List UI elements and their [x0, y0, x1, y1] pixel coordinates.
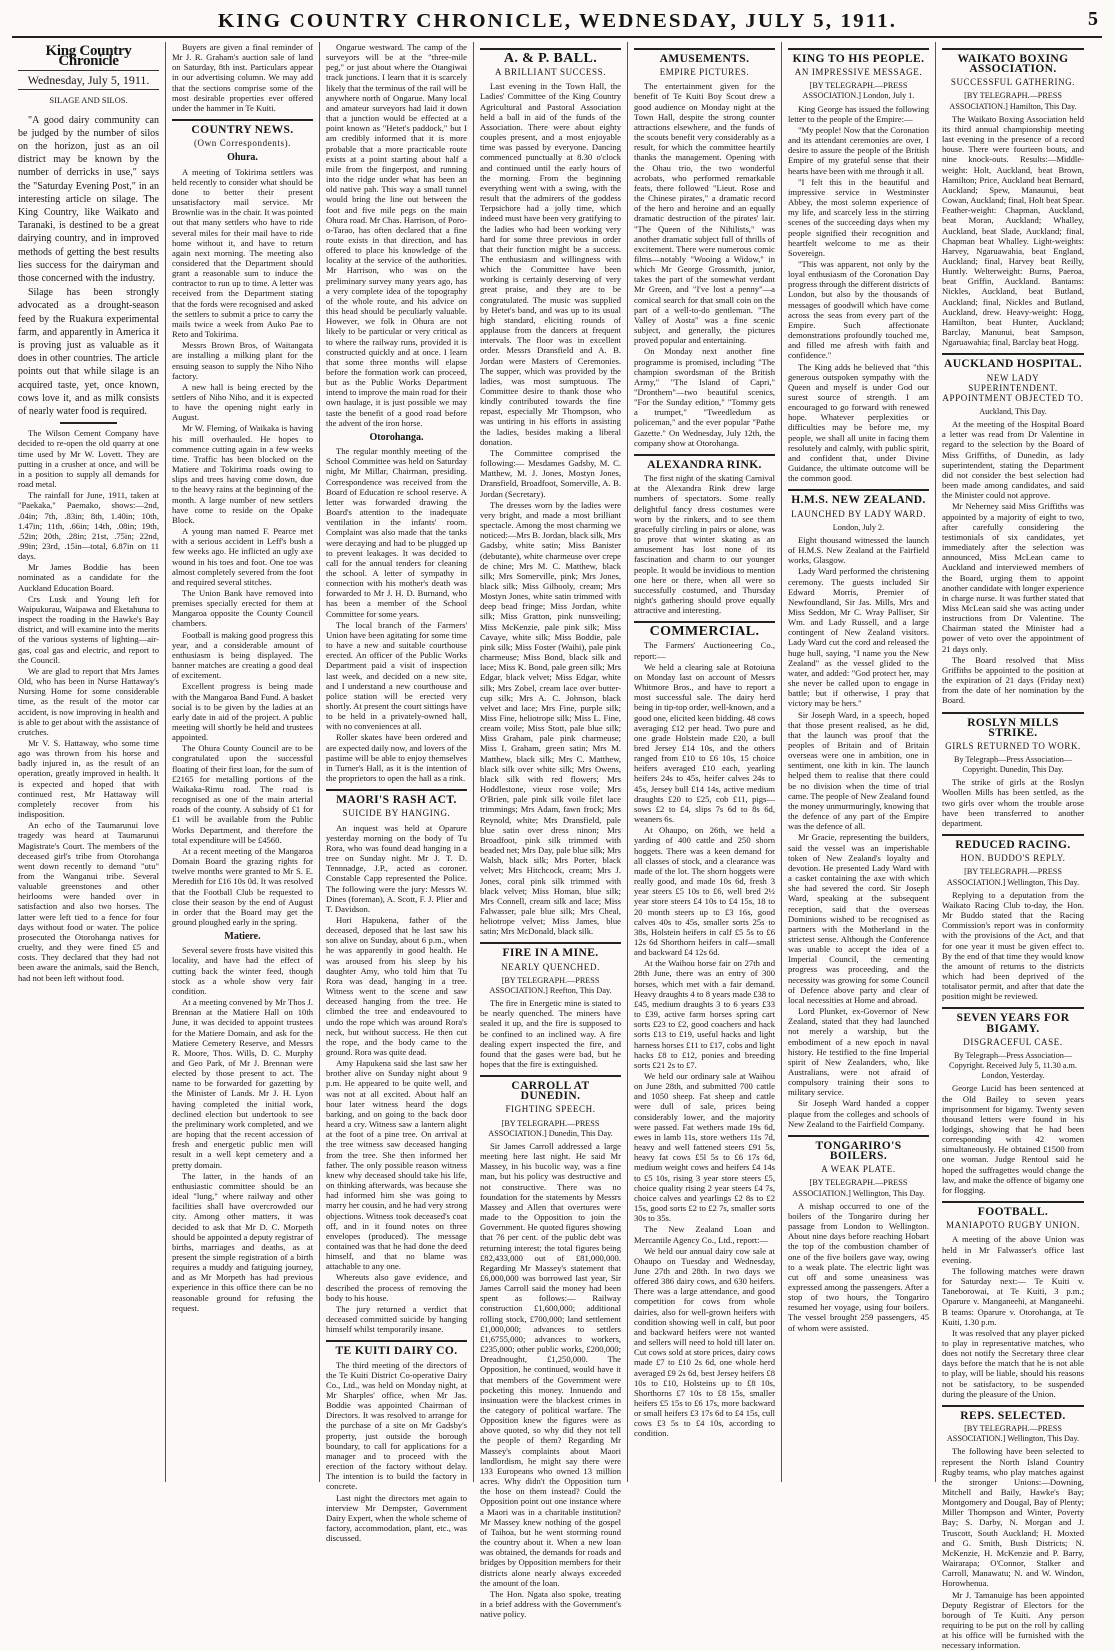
news-paragraph: The Board resolved that Miss Griffiths be appointed to the position at the expiration of 21 days (Friday next) from the date of her nomination by the Board.	[942, 654, 1084, 706]
news-paragraph: The strike of girls at the Roslyn Woollen Mills has been settled, as the two girls over whom the trouble arose have been transferred to another department.	[942, 777, 1084, 828]
news-paragraph: At the Waihou horse fair on 27th and 28th June, there was an entry of 300 horses, which met with a fair demand. Heavy draughts 4 to 8 years made £38 to £45, medium draughts 3 to 6 years £33 to £39, active farm horses spring cart sorts £23 to £2, good coachers and hack sorts £13 to £19, useful hacks and light harness horses £11 to £17, cobs and light hacks £8 to £12, ponies and breeding sorts £21 2s to £7.	[634, 958, 775, 1070]
dateline: [BY TELEGRAPH.—PRESS ASSOCIATION.] Wellington, This Day.	[946, 1424, 1080, 1444]
dateline: Auckland, This Day.	[979, 407, 1047, 416]
dateline: [BY TELEGRAPH.—PRESS ASSOCIATION.] London, July 1.	[802, 81, 915, 101]
news-paragraph: The Committee comprised the following:— Mesdames Gadsby, M. C. Matthew, M. J. Jones, Mostyn Jones, Dransfield, Broadfoot, Somerville, A. B. Jordan (Secretary).	[480, 447, 621, 499]
news-paragraph: A mishap occurred to one of the boilers of the Tongariro during her passage from London to Wellington. About nine days before reaching Hobart the top of the combustion chamber of one of the five boilers gave way, owing to a weak plate. The electric light was cut off and some uneasiness was expressed among the passengers. After a stop of two hours, the Tongariro resumed her voyage, using four boilers. The vessel brought 259 passengers, 45 of whom were assisted.	[788, 1200, 929, 1333]
news-paragraph: Eight thousand witnessed the launch of H.M.S. New Zealand at the Fairfield works, Glasgow.	[788, 534, 929, 566]
news-paragraph: Sir Joseph Ward handed a copper plaque from the colleges and schools of New Zealand to the Fairfield Company.	[788, 1098, 929, 1129]
news-paragraph: The Waikato Boxing Association held its third annual championship meeting last evening in the presence of a record house. There were fourteen bouts, and nine knock-outs. Results:—Middle-weight: Holt, Auckland, beat Brown, Hamilton; Price, Auckland beat Bernard, Auckland; Spew, Manaunui, beat Cowan, Auckland; final, Holt beat Spear. Feather-weight: Chapman, Auckland, beat Moran, Auckland; Whalley, Auckland, beat Slade, Auckland; final, Chapman beat Whalley. Light-weights: Harvey, Ngaruawahia, beat England, Auckland; final, Harvey beat Reilly, Huntly. Welterweight: Burns, Paeroa, beat Griffin, Auckland. Bantams: Nickles, Auckland, beat Butland, Auckland; final, Nickles and Butland, Auckland, drew. Heavy-weight: Hogg, Hamilton, beat Hunter, Auckland; Barclay, Manunui, beat Sampson, Ngaruawahia; final, Barclay beat Hogg.	[942, 113, 1084, 348]
news-paragraph: The rainfall for June, 1911, taken at "Paekaka," Paemako, shows:—2nd, .04in; 7th, .83in; 8th, 1.40in; 10th, 1.47in; 11th, .66in; 14th, .08in; 19th, .52in; 20th, .28in; 21st, .75in; 22nd, .99in; 23rd, .15in—total, 6.87in on 11 days.	[18, 490, 159, 562]
column-3	[320, 42, 474, 1544]
news-paragraph: At a meeting convened by Mr Thos J. Brennan at the Matiere Hall on 10th June, it was decided to appoint trustees for the Matiere Domain, and ask for the Matiere Cemetery Reserve, and Messrs R. Moore, Thos. Wills, D. C. Murphy and Geo Park, of Mr J. Brennan were elected by those present to act. The name to be forwarded for gazetting by the Minister of Lands. Mr J. H. Lyon having completed the initial work, declined election but undertook to see the preliminary work completed, and we are hoping that the recent accession of fresh and energetic public men will result in a well kept cemetery and a pretty domain.	[172, 997, 313, 1170]
dateline: London, July 2.	[832, 522, 885, 532]
news-paragraph: The local branch of the Farmers' Union have been agitating for some time to have a new and suitable courthouse erected. An officer of the Public Works Department paid a visit of inspection last week, and decided on a new site, and I understand a new courthouse and police station will be erected very shortly. At present the court sittings have to be held in a privately-owned hall, with no conveniences at all.	[326, 619, 467, 732]
article-subheading: NEW LADY SUPERINTENDENT. APPOINTMENT OBJECTED TO.	[942, 372, 1084, 403]
column-4	[474, 42, 628, 1620]
leader-paragraph: "A good dairy community can be judged by the number of silos on the horizon, just as an oil district may be known by the number of derricks in use," says the "Saturday Evening Post," in an interesting article on silage. The King Country, like Waikato and Taranaki, is destined to be a great dairying country, and in improved methods of getting the best results lies success for the dairyman and those concerned with the industry.	[18, 114, 159, 285]
news-paragraph: The Hon. Ngata also spoke, treating in a brief address with the Government's native policy.	[480, 1588, 621, 1620]
news-paragraph: We are glad to report that Mrs James Old, who has been in Nurse Hattaway's Nursing Home for some considerable time, as the result of the motor car accident, is now improving in health and is able to get about with the assistance of crutches.	[18, 665, 159, 737]
news-paragraph: The entertainment given for the benefit of Te Kuiti Boy Scout drew a good audience on Monday night at the Town Hall, despite the strong counter attractions elsewhere, and the funds of the scouts benefit very considerably as a result, for which the committee heartily thanks the management. Opening with the Ohau trio, the two wonderful acrobats, who performed remarkable feats, there followed "Lieut. Rose and the Chinese pirates," a dramatic record of the hero and heroine and an equally dramatic destruction of the pirates' lair. "The Queen of the Nihilists," was another dramatic subject full of thrills of excitement. There were numerous comic films—notably "Wooing a Widow," in which Mr George Grossmith, junior, takes the part of the somewhat verdant Mr Green, and "I've lost a penny"—a comical search for that small coin on the part of a well-to-do gentleman. "The Valley of Aosta" was a fine scenic subject, and generally, the pictures proved popular and entertaining.	[634, 81, 775, 346]
news-paragraph: A meeting of Tokirima settlers was held recently to consider what should be done to better their present unsatisfactory mail service. Mr Brownlie was in the chair. It was pointed out that many settlers who have to ride several miles for their mail have to ride home without it, and have to return again next morning. The meeting also considered that the Department should grant a reasonable sum to induce the contractor to run up to time. A letter was received from the Department stating that the fords were recognised and asked the settlers to submit a price to carry the mails twice a week from Auko Pae to Reto and Tokirima.	[172, 166, 313, 340]
article-subheading: SUCCESSFUL GATHERING.	[950, 77, 1076, 88]
news-paragraph: We held a clearing sale at Rotoiuna on Monday last on account of Messrs Whitmore Bros., and have to report a most successful sale. The dairy herd being in tip-top order, well-known, and a good one, elicited keen bidding. 48 cows averaging £12 per head. Two pure and one grade Holstein made £20, a bull bred Jersey £14 10s, and the others ranged from £10 to £6 10s, 15 choice heifers averaged £10 each, yearling heifers 24s to 45s, heifer calves 24s to 45s, Jersey bull £14 14s, active medium draughts £20 to £25, cob £11, pigs—sows £2 to £4, slips 7s 6d to 8s 6d, weaners 6s.	[634, 661, 775, 825]
article-heading: ROSLYN MILLS STRIKE.	[942, 712, 1084, 738]
article-subheading: NEARLY QUENCHED.	[501, 961, 600, 972]
news-paragraph: The third meeting of the directors of the Te Kuiti District Co-operative Dairy Co., Ltd., was held on Monday night, at Mr Sharples' office, when Mr Jas. Boddie was appointed Chairman of Directors. It was resolved to arrange for the purchase of a site on Mr Gadsby's property, just outside the borough boundary, to call for applications for a manager and to proceed with the erection of the factory without delay. The intention is to build the factory in concrete.	[326, 1359, 467, 1492]
news-paragraph: The Farmers' Auctioneering Co., report:—	[634, 640, 775, 661]
news-paragraph: A new hall is being erected by the settlers of Niho Niho, and it is expected to have the opening night early in August.	[172, 381, 313, 423]
news-paragraph: We held our annual dairy cow sale at Ohaupo on Tuesday and Wednesday, June 27th and 28th. In two days we offered 386 dairy cows, and 630 heifers. There was a large attendance, and good competition for cows from whole dairies, also for well-grown heifers with condition showing well in calf, but poor and backward heifers were not wanted and sellers will need to hold till later on. Cut cows sold at store prices, dairy cows made £7 to £10 2s 6d, one whole herd averaged £9 2s 6d, best Jersey heifers £8 10s to £10, Holsteins up to £8 10s, Shorthorns £7 10s to £8 15s, smaller heifers £5 15s to £6 17s, more backward or small heifers £3 17s 6d to £4 15s, cull cows £3 5s to £4 10s, according to condition.	[634, 1245, 775, 1439]
article-subheading: (Own Correspondents).	[193, 138, 292, 149]
news-paragraph: An echo of the Taumarunui love tragedy was heard at Taumarunui Magistrate's Court. The members of the deceased girl's tribe from Otorohanga went down recently to demand "utu" from the Wanganui tribe. Several valuable greenstones and other heirlooms were handed over in satisfaction and also two horses. The latter were left tied to a fence for four days without food or water. The police prosecuted the Otorohanga natives for cruelty, and they were fined £5 and costs. They declared that they had not been aware the animals, said the Bench, had not been left without food.	[18, 820, 159, 983]
news-paragraph: Mr V. S. Hattaway, who some time ago was thrown from his horse and badly injured in, as the result of an operation, greatly improved in health. It is expected and hoped that with continued rest, Mr Hattaway will completely recover from his indisposition.	[18, 737, 159, 820]
news-paragraph: Hori Hapukena, father of the deceased, deposed that he last saw his son alive on Sunday, about 6 p.m., when he was apparently in good health. He was aroused from his sleep by his daughter Amy, who told him that Tu Rora was dead, hanging in a tree. Witness went to the scene and saw deceased hanging from the tree. He climbed the tree and endeavoured to undo the rope which was around Rora's neck, but without success. He then cut the rope, and the body came to the ground. Rora was quite dead.	[326, 914, 467, 1057]
article-heading: ALEXANDRA RINK.	[634, 454, 775, 470]
column-6	[782, 42, 936, 1482]
paper-date: Wednesday, July 5, 1911.	[18, 70, 159, 90]
news-paragraph: Crs Lusk and Young left for Waipukurau, Waipawa and Eketahuna to inspect the roading in the Hawke's Bay district, and will examine into the merits of the various systems of lighting—air-gas, coal gas and electric, and report to the Council.	[18, 593, 159, 665]
article-heading: FOOTBALL.	[942, 1201, 1084, 1217]
news-paragraph: The latter, in the hands of an enthusiastic committee should be an ideal "lung," where railway and other facilities shall have overcrowded our city. Among other matters, it was decided to ask that Mr D. C. Morpeth should be appointed a deputy registrar of births, marriages and deaths, as at present the simple registration of a birth requires a muddy and fatiguing journey, and as Mr Morpeth has had previous experience in this office there can be no reasonable ground for refusing the request.	[172, 1170, 313, 1313]
news-paragraph: Sir Joseph Ward, in a speech, hoped that those present realised, as he did, that the launch was proof that the peoples of Britain and of Britain overseas were one in ambition, one in sentiment, one kith in kin. The launch helped them to realise that there could be no division when the time of trial came. The people of New Zealand found the money unmurmuringly, knowing that the defence of any part of the Empire was the defence of all.	[788, 709, 929, 832]
news-paragraph: Roller skates have been ordered and are expected daily now, and lovers of the pastime will be able to enjoy themselves in Turner's Hall, as it is the intention of the proprietors to open the hall as a rink.	[326, 732, 467, 784]
news-paragraph: The jury returned a verdict that deceased committed suicide by hanging himself whilst temporarily insane.	[326, 1303, 467, 1335]
place-heading: Matiere.	[224, 931, 261, 943]
article-heading: WAIKATO BOXING ASSOCIATION.	[942, 48, 1084, 74]
news-paragraph: The regular monthly meeting of the School Committee was held on Saturday night, Mr Millar, Chairman, presiding. Correspondence was received from the Board of Education re school reserve. A letter was forwarded drawing the Board's attention to the inadequate ventilation in the infants' room. Complaint was also made that the tanks were decaying and had to be plugged up to prevent leakages. It was decided to call for the annual tenders for cleaning the school. A letter of sympathy in connection with his mother's death was forwarded to Mr J. H. D. Burnand, who has been a member of the School Committee for some years.	[326, 446, 467, 619]
news-paragraph: The Union Bank have removed into premises specially erected for them at Mangaroa opposite the County Council chambers.	[172, 587, 313, 629]
article-heading: MAORI'S RASH ACT.	[326, 789, 467, 805]
article-heading: H.M.S. NEW ZEALAND.	[788, 489, 929, 505]
news-paragraph: The first night of the skating Carnival at the Alexandra Rink drew large numbers of spectators. Some really delightful fancy dress costumes were worn by the rinkers, and to see them gracefully circling in pairs or alone, was to prove that winter skating as an amusement has lost none of its fascination and charm to our younger people. It would be invidious to mention one here or there, when all were so successfully costumed, and Thursday night's gathering should prove equally attractive and interesting.	[634, 473, 775, 616]
news-paragraph: Ongarue westward. The camp of the surveyors will be at the "three-mile peg," or just about where the Otangiwai track junctions. I learn that it is scarcely likely that the terminus of the rail will be anywhere north of Ongarue. Many local and amateur surveyors had laid it down that a junction would be effected at a point known as "Hetet's paddock," but I am credibly informed that it is more probable that a more practicable route exists at a point starting about half a mile from the fingerpost, and running into the ridge under what has been an old native pah. This way a small tunnel would bring the line out between the foot and five mile pegs on the main Ohura road. Mr Chas. Harrison, of Poro-o-Tarao, has often declared that a fine route exists in that direction, and has offered to place his knowledge of the locality at the service of the authorities. Mr Harrison, who was on the preliminary survey many years ago, has a very complete idea of the topography of the whole route, and his advice on this head should be peculiarly valuable. However, we folk in Ohura are not likely to be particular or very critical as to where the railway runs, provided it is constructed quickly and at once. I learn that some three months will elapse before the formation work can proceed, but as the Public Works Department intend to improve the main road for their own haulage, it is just possible we may taste the benefit of a good road before the advent of the iron horse.	[326, 42, 467, 428]
article-subheading: A WEAK PLATE.	[821, 1164, 896, 1175]
dateline: [BY TELEGRAPH.—PRESS ASSOCIATION.] Dunedin, This Day.	[488, 1118, 613, 1138]
news-paragraph: Excellent progress is being made with the Mangaroa Band Fund. A basket social is to be given by the ladies at an early date in aid of the project. A public meeting will shortly be held and trustees appointed.	[172, 681, 313, 743]
news-paragraph: A young man named F. Pearce met with a serious accident in Leff's bush a few weeks ago. He inflicted an ugly axe wound in his toes and foot. One toe was almost completely severed from the foot and required several stitches.	[172, 526, 313, 587]
article-heading: COMMERCIAL.	[634, 621, 775, 637]
news-paragraph: We held our ordinary sale at Waihou on June 28th, and submitted 700 cattle and 1050 sheep. Fat sheep and cattle were dull of sale, prices being considerably lower, and the majority were passed. Fat wethers made 19s 6d, ewes in lamb 11s, store wethers 11s 7d, heavy and well fattened steers £91 5s, heavy fat cows £5l 5s to £6 17s 6d, medium weight cows and heifers £4 14s to £5 10s, rising 3 year store steers £5, choice quality rising 2 year steers £4 7s, choice calves and yearlings £2 8s to £2 15s, good sorts £2 to £2 7s, smaller sorts 30s to 35s.	[634, 1071, 775, 1224]
columns	[12, 42, 1102, 1651]
news-paragraph: "This was apparent, not only by the loyal enthusiasm of the Coronation Day progress through the different districts of London, but also by the thousands of messages of goodwill which have come across the seas from every part of the Empire. Such affectionate demonstrations profoundly touched me, and filled me afresh with faith and confidence."	[788, 258, 929, 361]
news-paragraph: Mr James Boddie has been nominated as a candidate for the Auckland Education Board.	[18, 562, 159, 593]
news-paragraph: Mr Neherney said Miss Griffiths was appointed by a majority of eight to two, after carefully considering the testimonials of six candidates, yet immediately after the selection was announced, Miss McLean came to Auckland and interviewed members of the Board, urging them to appoint another candidate with longer experience in charge nurse. It was further stated that Miss McLean said she was acting under instructions from Dr Valentine. The Chairman stated the Minister had a power of veto over the appointment of 21 days only.	[942, 501, 1084, 654]
news-paragraph: The King adds he believed that "this generous outspoken sympathy with the Queen and myself is under God our surest source of strength. I am encouraged to go forward with renewed hope. Whatever perplexities or difficulties may be before me, my people, we shall all unite in facing them resolutely and calmly, with public spirit, and confident that, under Divine Guidance, the ultimate outcome will be the common good.	[788, 361, 929, 484]
news-paragraph: The Wilson Cement Company have decided to re-open the old quarry at one time used by Mr W. Lovett. They are putting in a crusher at once, and will be in a position to supply all demands for road metal.	[18, 428, 159, 490]
news-paragraph: On Monday next another fine programme is promised, including "The champion swordsman of the British Army," "The Island of Capri," "Dronthem"—two beautiful scenics, "For the Sunday edition," "Tommy gets a trumpet," "Tweedledum as policeman," and the ever popular "Pathe Gazette." On Wednesday, July 12th, the company show at Otorohanga.	[634, 346, 775, 448]
news-paragraph: The dresses worn by the ladies were very bright, and made a most brilliant spectacle. Among the most charming we noticed:—Mrs B. Jordan, black silk, Mrs Gadsby, white satin; Miss Banister (debutante), white charmeuse over crepe de chine; Mrs M. C. Matthew, black silk; Mrs Somerville, pink; Mrs Jones, black silk; Miss Gilhooly, cream; Mrs Mostyn Jones, white satin trimmed with deep bead fringe; Miss Jordan, white silk; Miss Gratton, pink nunsveiling; Miss McKenzie, pale pink silk; Miss Cavaye, white silk; Miss Boddie, pale pink silk; Miss Foster (Waihi), pale pink charmeuse; Miss Bond, black silk and lace; Miss K. Bond, pale green silk; Mrs Edgar, black velvet; Miss Edgar, white silk; Mrs Zobel, cream lace over butter-cup silk; Mrs A. C. Johnson, black velvet and lace; Mrs Fine, purple silk; Miss Fine, heliotrope silk; Miss L. Fine, cream voile; Miss Stott, pale blue silk; Miss Graham, pale pink charmeuse; Miss I. Graham, green satin; Mrs M. Matthew, black silk; Mrs C. Matthew, black silk over white silk; Mrs Owens, black silk with red flowers; Mrs Hoddlestone, vieux rose voile; Mrs O'Brien, pale pink silk voile filet lace trimmings; Mrs Adam, fawn frock; Mrs Reynold, white; Mrs Dransfield, pale blue satin over dress ninon; Mrs Broadfoot, pink silk trimmed with beaded net; Mrs Day, pale blue silk; Mrs Walsh, black silk; Mrs Porter, black velvet; Mrs Hitchcock, cream; Mrs J. Jones, coral pink silk trimmed with black velvet; Miss Homan, blue silk; Mrs Connell, cream silk and lace; Miss Falwasser, pale blue silk; Mrs Cheal, heliotrope velvet; Miss James, blue satin; Mrs McDonald, black silk.	[480, 499, 621, 937]
article-heading: COUNTRY NEWS.	[172, 119, 313, 135]
news-paragraph: Buyers are given a final reminder of Mr J. R. Graham's auction sale of land on Saturday, 8th inst. Particulars appear in our advertising column. We may add that the sections comprise some of the most desirable properties ever offered under the hammer in Te Kuiti.	[172, 42, 313, 113]
leader-paragraph: Silage has been strongly advocated as a drought-season feed by the Ruakura experimental farm, and apparently in America it is proving just as valuable as it does in other countries. The article points out that while silage is an acquired taste, yet, once known, cows love it, and as milk consists of nearly water food is required.	[18, 287, 159, 418]
news-paragraph: King George has issued the following letter to the people of the Empire:—	[788, 103, 929, 124]
column-5	[628, 42, 782, 1482]
news-paragraph: The fire in Energetic mine is stated to be nearly quenched. The miners have sealed it up, and the fire is supposed to be confined to an inclined way. A fire dealing expert inspected the fire, and found that the gases were bad, but he hopes that the fire is extinguished.	[480, 998, 621, 1069]
article-heading: REPS. SELECTED.	[942, 1405, 1084, 1421]
news-paragraph: A meeting of the above Union was held in Mr Falwasser's office last evening.	[942, 1234, 1084, 1265]
dateline: By Telegraph—Press Association—Copyright. Dunedin, This Day.	[954, 755, 1072, 775]
news-paragraph: Last evening in the Town Hall, the Ladies' Committee of the King Country Agricultural and Pastoral Association held a ball in aid of the funds of the Association. There were about eighty couples present, and a most enjoyable time was passed by everyone. Dancing commenced punctually at 8.30 o'clock and continued until the early hours of the morning. From the beginning everything went with a swing, with the result that the admirers of the goddess Terpsichore had a jolly time, which indeed must have been very gratifying to the ladies who had been working very hard for some three previous in order that their function might be a success. The enthusiasm and willingness with which the Committee have been working is certainly deserving of very great praise, and they are to be congratulated. The music was supplied by Hetet's band, and was up to its usual high standard, eliciting rounds of applause from the dancers at frequent intervals. The floor was in excellent order. Messrs Dransfield and A. B. Jordan were Masters of Ceremonies. The supper, which was provided by the ladies, was most sumptuous. The Committee desire to thank those who kindly contributed towards the fine repast, especially Mr Thompson, who was untiring in his efforts in assisting the ladies, besides making a liberal donation.	[480, 81, 621, 447]
article-heading: A. & P. BALL.	[480, 48, 621, 64]
news-paragraph: An inquest was held at Oparure yesterday morning on the body of Tu Rora, who was found dead hanging in a tree on Sunday night. Mr J. T. D. Tennnadge, J.P., acted as coroner. Constable Capp represented the Police. The following were the jury: Messrs W. Dines (foreman), A. Scott, F. J. Plier and T. Davidson.	[326, 822, 467, 914]
dateline: [BY TELEGRAPH.—PRESS ASSOCIATION.] Wellington, This Day.	[946, 867, 1080, 887]
place-heading: Ohura.	[227, 152, 258, 164]
news-paragraph: Messrs Brown Bros, of Waitangata are installing a milking plant for the ensuing season to supply the Niho Niho factory.	[172, 340, 313, 381]
news-paragraph: George Lucid has been sentenced at the Old Bailey to seven years imprisonment for bigamy. Twenty seven thousand letters were found in his lodgings, showing that he had been corresponding with 42 women simultaneously. He obtained £1500 from one woman. Judge Rentoul said he hoped the suffragettes would change the law, and make the offence of bigamy one for flogging.	[942, 1083, 1084, 1195]
article-subheading: DISGRACEFUL CASE.	[963, 1036, 1063, 1047]
news-paragraph: Replying to a deputation from the Waikato Racing Club to-day, the Hon. Mr Buddo stated that the Racing Commission's report was in conformity with the provisions of the Act, and that for one year it must be given effect to. By the end of that time they would know the amount of returns to the districts which had been deprived of the totalisator permit, and after that date the position might be reviewed.	[942, 889, 1084, 1002]
article-subheading: EMPIRE PICTURES.	[659, 67, 750, 78]
column-2	[166, 42, 320, 1482]
news-paragraph: Several severe frosts have visited this locality, and have had the effect of cutting back the winter feed, though stock as a whole show very fair condition.	[172, 945, 313, 996]
news-paragraph: The following matches were drawn for Saturday next:— Te Kuiti v. Taneborowai, at Te Kuiti, 3 p.m.; Oparure v. Manganeehi, at Manganeehi. B teams: Oparure v. Otorohanga, at Te Kuiti, 1.30 p.m.	[942, 1265, 1084, 1327]
news-paragraph: Mr W. Fleming, of Waikaka is having his mill overhauled. He hopes to commence cutting again in a few weeks time. Traffic has been blocked on the Matiere and Tokirima roads owing to slips and trees having come down, due to the heavy rains at the beginning of the month. A large number of new settlers have come to reside on the Opake Block.	[172, 423, 313, 525]
news-paragraph: The following have been selected to represent the North Island Country Rugby teams, who play matches against the stronger Unions:—Downing, Mitchell and Baily, Hawke's Bay; Montgomery and Dougal, Bay of Plenty; Miller Thompson and Winter, Poverty Bay; S. Darby, N. Morgan and J. Truscott, South Auckland; H. Moxted and G. Smith, Bush Districts; N. McKenzie, H. McKenzie and P. Barry, Wairarapa; O'Connor, Stalker and Carroll, Manawatu; N. and W. Windon, Horowhenua.	[942, 1446, 1084, 1589]
news-paragraph: Last night the directors met again to interview Mr Dempster, Government Dairy Expert, when the whole scheme of factory, accommodation, plant, etc., was discussed.	[326, 1492, 467, 1544]
column-7	[936, 42, 1090, 1651]
article-subheading: FIGHTING SPEECH.	[505, 1104, 596, 1115]
news-paragraph: The New Zealand Loan and Mercantile Agency Co., Ltd., report:—	[634, 1224, 775, 1245]
column-1	[12, 42, 166, 1482]
page-number: 5	[1088, 8, 1098, 30]
article-heading: TONGARIRO'S BOILERS.	[788, 1135, 929, 1161]
news-paragraph: Lord Plunket, ex-Governor of New Zealand, stated that they had launched not merely a warship, but the embodiment of a new epoch in naval history. He testified to the fine Imperial spirit of New Zealanders, who, like Australians, were not afraid of compulsory training their sons to military service.	[788, 1006, 929, 1098]
news-paragraph: "My people! Now that the Coronation and its attendant ceremonies are over, I desire to assure the people of the British Empire of my grateful sense that their hearts have been with me through it all.	[788, 124, 929, 176]
article-heading: CARROLL AT DUNEDIN.	[480, 1075, 621, 1101]
leader-heading: SILAGE AND SILOS.	[49, 95, 128, 106]
news-paragraph: Lady Ward performed the christening ceremony. The guests included Sir Edward Morris, Premier of Newfoundland, Sir Jas. Mills, Mrs and Miss Seddon, Mr C. Wray Palliser, Sir Wm. and Lady Russell, and a large contingent of New Zealand visitors. Lady Ward cut the cord and released the huge hull, saying, "I name you the New Zealand" as the vessel glided to the water, and added: "God protect her, may she never be called upon to engage in battle; but if otherwise, I pray that victory may be hers."	[788, 566, 929, 709]
article-heading: TE KUITI DAIRY CO.	[326, 1340, 467, 1356]
place-heading: Otorohanga.	[369, 431, 424, 443]
news-paragraph: Mr Gracie, representing the builders, said the vessel was an imperishable token of New Zealand's loyalty and devotion. He presented Lady Ward with a casket containing the axe with which she had severed the cord. Sir Joseph Ward, speaking at the subsequent reception, said that the overseas Dominions wished to be recognised as partners with the Motherland in the strictest sense. Although the Conference was unable to accept the idea of a Imperial Council, the cementing progress was proceeding, and the necessity was growing for some Council of Defence above party and clear of local necessities at Home and abroad.	[788, 832, 929, 1005]
divider	[60, 422, 116, 424]
news-paragraph: Sir James Carroll addressed a large meeting here last night. He said Mr Massey, in his bucolic way, was a fine man, but his policy was destructive and not constructive. There was no foundation for the statements by Messrs Massey and Allen that overtures were made to the Opposition to join the Government. He quoted figures showing that 76 per cent. of the public debt was returning interest; the total figures being £82,433,000 out of £81,000,000. Regarding Mr Massey's statement that £6,000,000 was borrowed last year, Sir James Carroll said the money had been spent as follows:— Railway construction £1,600,000; additional rolling stock, £700,000; land settlement £1,000,000; advances to settlers £1,6755,000; advances to workers, £235,000; other public works, £200,000; Dreadnought, £1,250,000. The Opposition, he continued, would have it that members of the Government were pocketing this money. Innuendo and insinuation were the blackest crimes in the category of political warfare. The Opposition knew the figures were as above quoted, so why did they not tell the people of them? Regarding Mr Massey's complaints about Maori landlordism, he might say there were 133 Europeans who owned 13 million acres. Why didn't the Opposition turn the hose on them instead? Could the Opposition point out one instance where a Maori was in a charitable institution? Mr Massey knew nothing of the gospel of Taihoa, but he went storming round the country about it. When a new loan was obtained, the demands for roads and bridges by Opposition members for their districts alone nearly always exceeded the amount of the loan.	[480, 1140, 621, 1588]
dateline: [BY TELEGRAPH.—PRESS ASSOCIATION.] Reefton, This Day.	[489, 975, 612, 995]
dateline: [BY TELEGRAPH.—PRESS ASSOCIATION.] Wellington, This Day.	[792, 1178, 925, 1198]
news-paragraph: At the meeting of the Hospital Board a letter was read from Dr Valentine in regard to the selection by the Board of Miss Griffiths, of Dunedin, as lady superintendent, stating the Department did not consider the best selection had been made among candidates, and said the Minister could not approve.	[942, 419, 1084, 501]
article-subheading: GIRLS RETURNED TO WORK.	[945, 740, 1081, 751]
article-heading: SEVEN YEARS FOR BIGAMY.	[942, 1007, 1084, 1033]
article-subheading: LAUNCHED BY LADY WARD.	[791, 508, 926, 519]
article-subheading: AN IMPRESSIVE MESSAGE.	[794, 67, 923, 78]
article-heading: FIRE IN A MINE.	[480, 942, 621, 958]
news-paragraph: It was resolved that any player picked to play in representative matches, who does not notify the Secretary three clear days before the match that he is not able to play, will be liable, should his reasons not be satisfactory, to be suspended during the pleasure of the Union.	[942, 1327, 1084, 1399]
news-paragraph: At a recent meeting of the Mangaroa Domain Board the grazing rights for twelve months were granted to Mr S. E. Meredith for £16 10s 0d. It was resolved that the Football Club be requested to close their season by the end of August in order that the Board may get the ground ploughed early in the spring.	[172, 845, 313, 927]
news-paragraph: The Ohura County Council are to be congratulated upon the successful floating of their first loan, for the sum of £2165 for metalling portions of the Waikaka-Rimu road. The road is recognised as one of the main arterial roads of the county. A subsidy of £1 for £1 will be available from the Public Works Department, and therefore the total expenditure will be £4560.	[172, 743, 313, 845]
article-subheading: HON. BUDDO'S REPLY.	[960, 853, 1066, 864]
masthead	[12, 6, 1102, 38]
news-paragraph: "I felt this in the beautiful and impressive service in Westminster Abbey, the most solemn experience of my life, and scarcely less in the stirring scenes of the succeeding days when my people signified their recognition and heartfelt welcome to me as their Sovereign.	[788, 176, 929, 258]
article-subheading: MANIAPOTO RUGBY UNION.	[946, 1220, 1080, 1231]
masthead-title: KING COUNTRY CHRONICLE, WEDNESDAY, JULY 5, 1911.	[217, 9, 897, 32]
article-subheading: A BRILLIANT SUCCESS.	[494, 67, 607, 78]
article-heading: AMUSEMENTS.	[634, 48, 775, 64]
article-heading: KING TO HIS PEOPLE.	[788, 48, 929, 64]
news-paragraph: Mr J. Tamanuige has been appointed Deputy Registrar of Electors for the borough of Te Kuiti. Any person requiring to be put on the roll by calling at his office will be furnished with the necessary information.	[942, 1589, 1084, 1651]
news-paragraph: At Ohaupo, on 26th, we held a yarding of 400 cattle and 250 shorn hoggets. There was a keen demand for all classes of stock, and a clearance was made of the lot. The shorn hoggets were really good, and made 10s 6d, fresh 3 year steers £5 10s to £6, well bred 2½ year store steers £4 10s to £4 15s, 18 to 20 month steers up to £3 16s, good calves 40s to 45s, smaller sorts 25s to 38s, Holstein heifers in calf £5 5s to £6 12s 6d Shorthorn heifers in calf—small and backward £4 12s 6d.	[634, 825, 775, 958]
dateline: [BY TELEGRAPH.—PRESS ASSOCIATION.] Hamilton, This Day.	[949, 91, 1077, 111]
article-heading: AUCKLAND HOSPITAL.	[942, 353, 1084, 369]
paper-name: King Country Chronicle	[45, 43, 132, 70]
dateline: By Telegraph—Press Association—Copyright. Received July 5, 11.30 a.m. London, Yesterday.	[949, 1050, 1077, 1081]
news-paragraph: Amy Hapukena said she last saw her brother alive on Sunday night about 9 p.m. He appeared to be quite well, and was not at all excited. About half an hour later witness heard the dogs barking, and on going to the back door heard a cry. Witness saw a lantern alight at the foot of a pine tree. On arrival at the tree witness saw deceased hanging from the tree. She then informed her father. The only possible reason witness knew why deceased should take his life, on thinking afterwards, was because she had informed him she was going to marry her cousin, and he had very strong objections. Witness took deceased's coat off, and in it found notes on three envelopes (produced). The message contained was that he had done the deed himself, and that no blame was attachable to any one.	[326, 1058, 467, 1272]
news-paragraph: Whereuts also gave evidence, and described the process of removing the body to his house.	[326, 1272, 467, 1303]
news-paragraph: Football is making good progress this year, and a considerable amount of enthusiasm is being displayed. The banner matches are creating a good deal of excitement.	[172, 629, 313, 681]
article-heading: REDUCED RACING.	[942, 834, 1084, 850]
article-subheading: SUICIDE BY HANGING.	[342, 808, 451, 819]
